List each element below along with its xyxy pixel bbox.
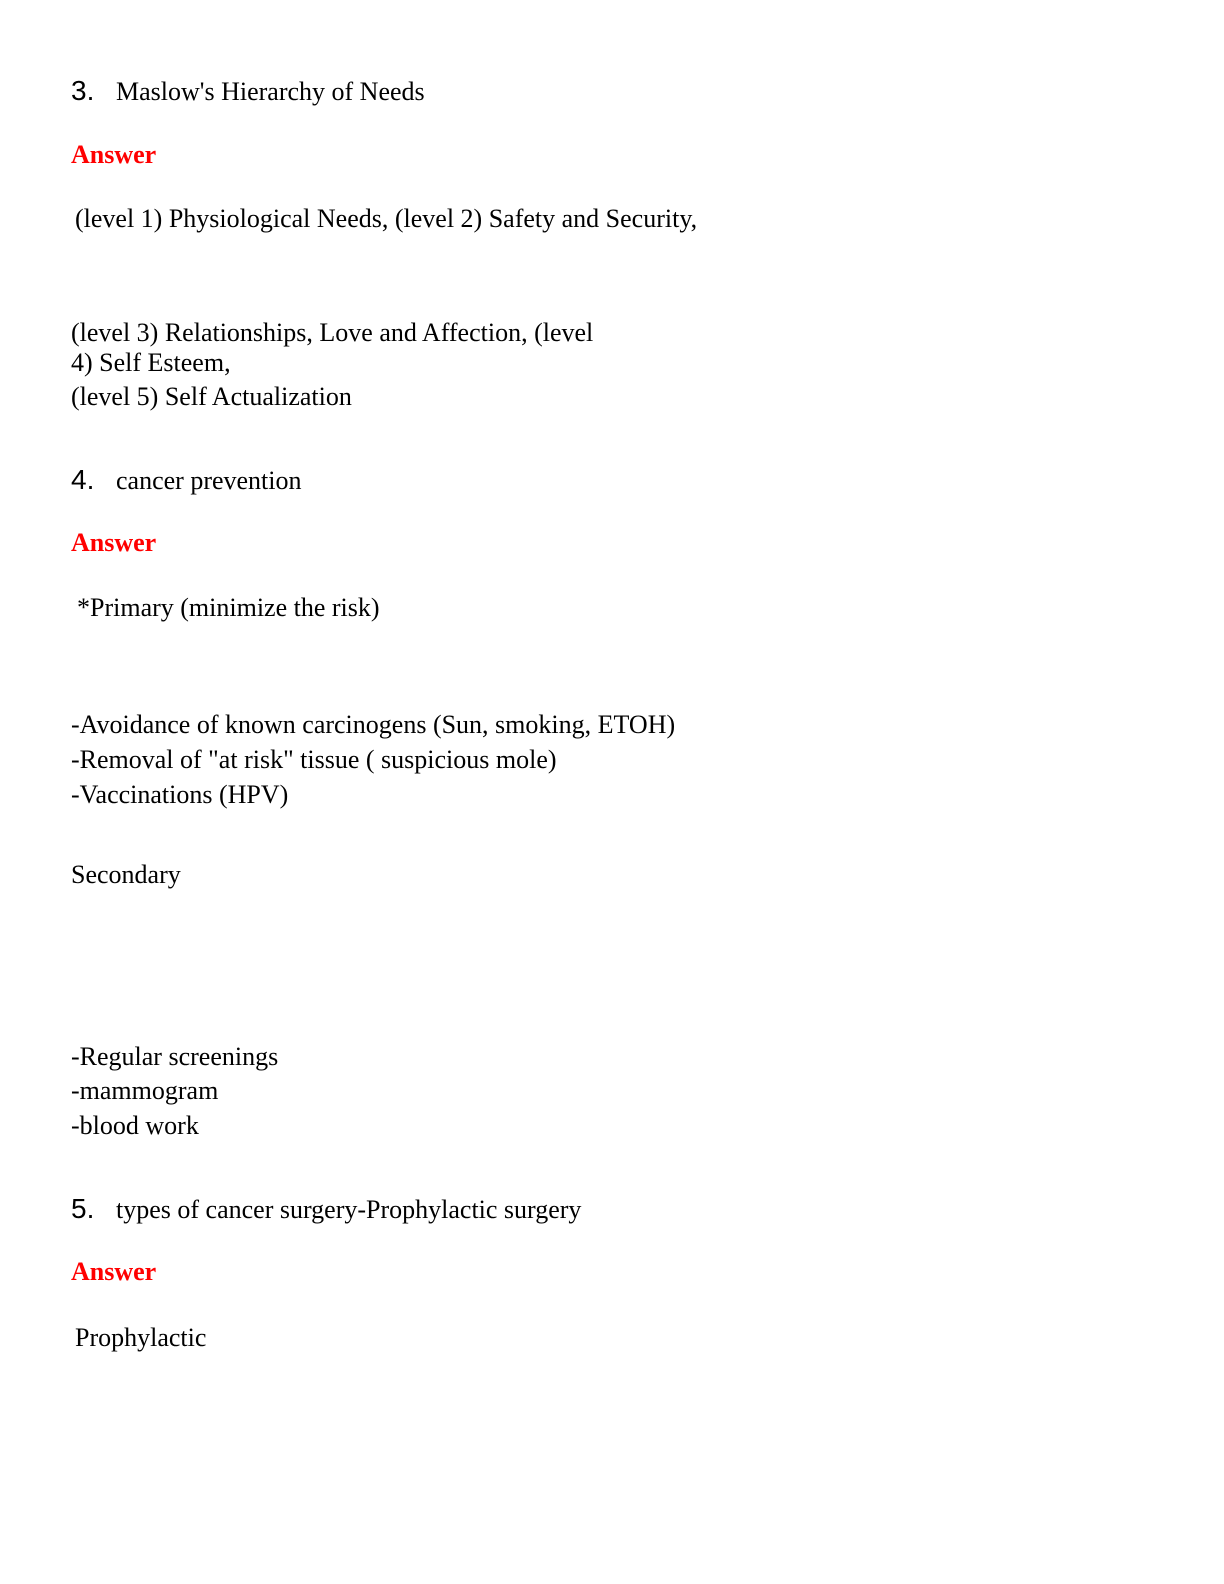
question-number: 5.: [71, 1193, 95, 1224]
question-number: 4.: [71, 464, 95, 495]
answer-label: Answer: [71, 1257, 157, 1286]
question-4-heading: [71, 465, 302, 496]
answer-label: Answer: [71, 528, 157, 557]
answer-line: Prophylactic: [75, 1323, 207, 1352]
answer-line: -Vaccinations (HPV): [71, 780, 289, 809]
answer-line: (level 1) Physiological Needs, (level 2) Safety and Security,: [75, 204, 698, 233]
answer-line: Secondary: [71, 860, 181, 889]
answer-line: -blood work: [71, 1111, 199, 1140]
answer-line: -Avoidance of known carcinogens (Sun, smoking, ETOH): [71, 710, 676, 739]
answer-line: (level 5) Self Actualization: [71, 382, 352, 411]
question-5-heading: [71, 1194, 581, 1225]
question-title: types of cancer surgery-Prophylactic surgery: [116, 1195, 582, 1224]
answer-label: Answer: [71, 140, 157, 169]
question-3-heading: [71, 76, 425, 107]
answer-line: -mammogram: [71, 1076, 219, 1105]
answer-line: 4) Self Esteem,: [71, 348, 231, 377]
answer-line: *Primary (minimize the risk): [77, 593, 380, 622]
question-title: Maslow's Hierarchy of Needs: [116, 77, 425, 106]
question-number: 3.: [71, 75, 95, 106]
answer-line: -Removal of "at risk" tissue ( suspicious mole): [71, 745, 557, 774]
answer-line: (level 3) Relationships, Love and Affection, (level: [71, 318, 594, 347]
question-title: cancer prevention: [116, 466, 302, 495]
answer-line: -Regular screenings: [71, 1042, 279, 1071]
